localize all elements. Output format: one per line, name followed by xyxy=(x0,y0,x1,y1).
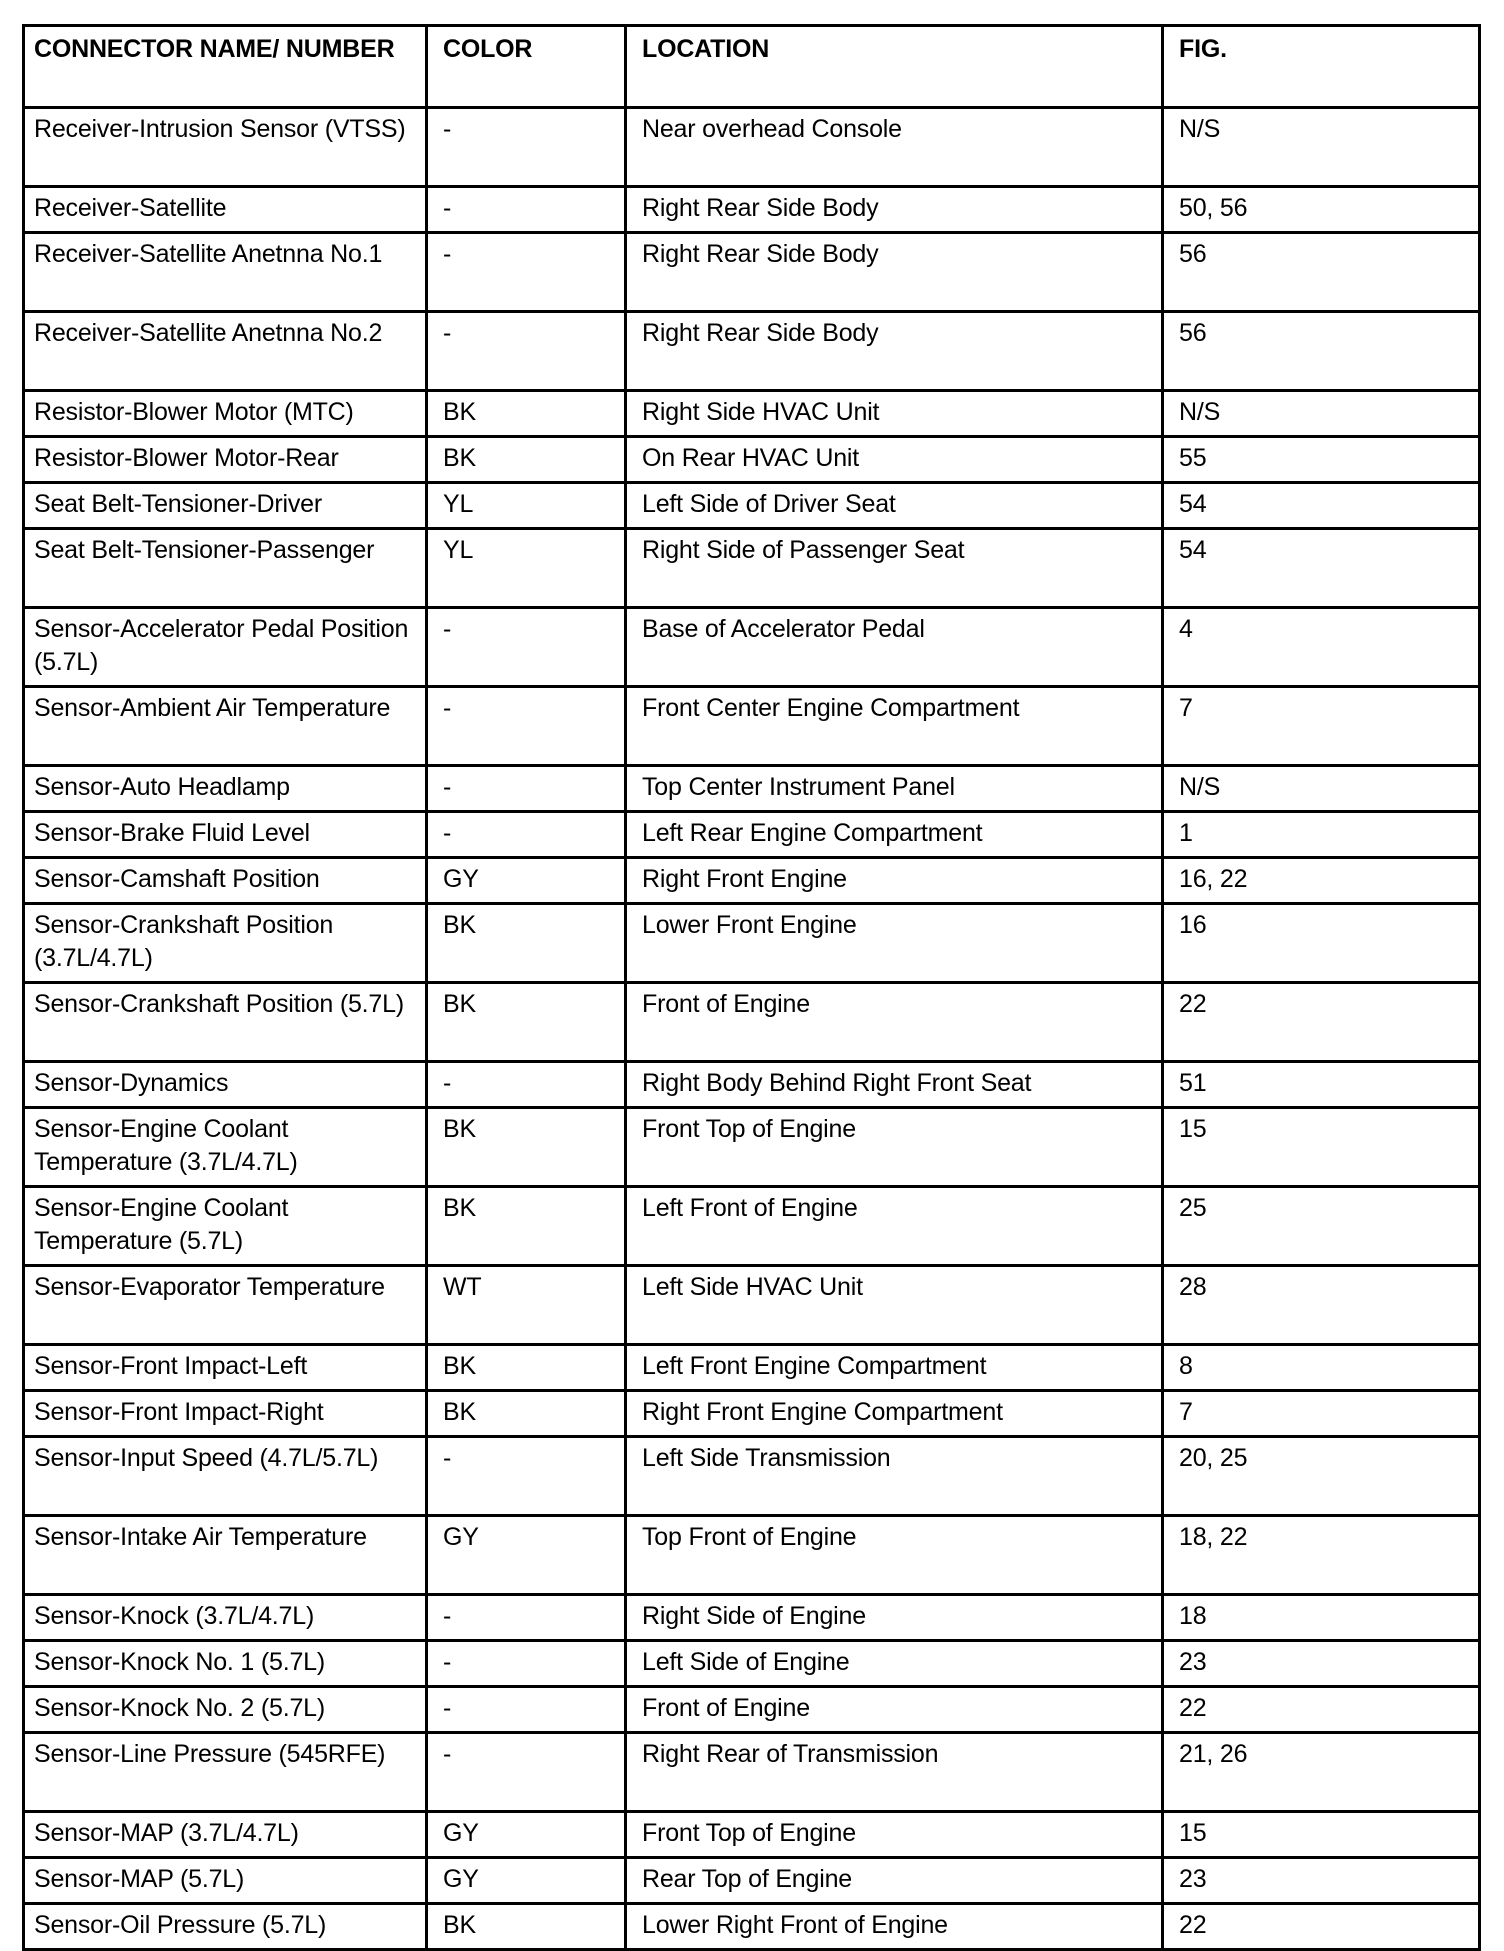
cell-color: BK xyxy=(427,904,626,983)
cell-location: Front Top of Engine xyxy=(626,1812,1163,1858)
cell-connector-name: Sensor-Evaporator Temperature xyxy=(24,1266,427,1345)
cell-fig: 28 xyxy=(1163,1266,1480,1345)
cell-location: On Rear HVAC Unit xyxy=(626,437,1163,483)
cell-color: - xyxy=(427,233,626,312)
table-header-row xyxy=(24,26,1480,108)
cell-connector-name: Sensor-Knock No. 1 (5.7L) xyxy=(24,1641,427,1687)
cell-color: GY xyxy=(427,1516,626,1595)
cell-fig: 7 xyxy=(1163,687,1480,766)
cell-fig: 25 xyxy=(1163,1187,1480,1266)
table-row xyxy=(24,1266,1480,1345)
cell-connector-name: Sensor-Line Pressure (545RFE) xyxy=(24,1733,427,1812)
cell-location: Rear Top of Engine xyxy=(626,1858,1163,1904)
cell-location: Left Side of Driver Seat xyxy=(626,483,1163,529)
cell-fig: 23 xyxy=(1163,1641,1480,1687)
cell-color: - xyxy=(427,1062,626,1108)
cell-fig: 22 xyxy=(1163,983,1480,1062)
cell-fig: 55 xyxy=(1163,437,1480,483)
cell-fig: 16 xyxy=(1163,904,1480,983)
cell-color: - xyxy=(427,1641,626,1687)
cell-fig: 22 xyxy=(1163,1904,1480,1950)
cell-connector-name: Sensor-Brake Fluid Level xyxy=(24,812,427,858)
cell-connector-name: Sensor-Front Impact-Left xyxy=(24,1345,427,1391)
cell-location: Right Rear of Transmission xyxy=(626,1733,1163,1812)
cell-location: Right Rear Side Body xyxy=(626,187,1163,233)
table-row xyxy=(24,187,1480,233)
cell-fig: 50, 56 xyxy=(1163,187,1480,233)
table-row xyxy=(24,391,1480,437)
cell-color: - xyxy=(427,766,626,812)
table-row xyxy=(24,766,1480,812)
cell-color: BK xyxy=(427,983,626,1062)
header-color: COLOR xyxy=(427,26,626,108)
cell-connector-name: Resistor-Blower Motor-Rear xyxy=(24,437,427,483)
cell-location: Right Rear Side Body xyxy=(626,233,1163,312)
cell-location: Left Front of Engine xyxy=(626,1187,1163,1266)
cell-color: GY xyxy=(427,1858,626,1904)
table-row xyxy=(24,812,1480,858)
cell-connector-name: Sensor-Engine Coolant Temperature (3.7L/4.7L) xyxy=(24,1108,427,1187)
cell-fig: 15 xyxy=(1163,1812,1480,1858)
table-row xyxy=(24,1516,1480,1595)
cell-color: - xyxy=(427,608,626,687)
cell-fig: 20, 25 xyxy=(1163,1437,1480,1516)
cell-fig: 7 xyxy=(1163,1391,1480,1437)
cell-fig: 18 xyxy=(1163,1595,1480,1641)
table-row xyxy=(24,1345,1480,1391)
cell-color: GY xyxy=(427,858,626,904)
cell-fig: 21, 26 xyxy=(1163,1733,1480,1812)
cell-location: Left Side HVAC Unit xyxy=(626,1266,1163,1345)
cell-color: - xyxy=(427,687,626,766)
table-row xyxy=(24,1437,1480,1516)
cell-fig: 22 xyxy=(1163,1687,1480,1733)
cell-fig: N/S xyxy=(1163,766,1480,812)
cell-location: Near overhead Console xyxy=(626,108,1163,187)
cell-location: Front of Engine xyxy=(626,983,1163,1062)
cell-connector-name: Sensor-Oil Pressure (5.7L) xyxy=(24,1904,427,1950)
table-row xyxy=(24,687,1480,766)
cell-connector-name: Receiver-Satellite Anetnna No.1 xyxy=(24,233,427,312)
cell-connector-name: Sensor-Crankshaft Position (5.7L) xyxy=(24,983,427,1062)
table-row xyxy=(24,529,1480,608)
cell-fig: 51 xyxy=(1163,1062,1480,1108)
cell-location: Right Front Engine Compartment xyxy=(626,1391,1163,1437)
cell-color: BK xyxy=(427,1187,626,1266)
cell-location: Right Front Engine xyxy=(626,858,1163,904)
cell-fig: 4 xyxy=(1163,608,1480,687)
cell-fig: 15 xyxy=(1163,1108,1480,1187)
cell-location: Right Side of Passenger Seat xyxy=(626,529,1163,608)
header-location: LOCATION xyxy=(626,26,1163,108)
cell-fig: N/S xyxy=(1163,391,1480,437)
cell-fig: N/S xyxy=(1163,108,1480,187)
table-row xyxy=(24,1687,1480,1733)
cell-color: - xyxy=(427,108,626,187)
table-row xyxy=(24,904,1480,983)
header-connector-name: CONNECTOR NAME/ NUMBER xyxy=(24,26,427,108)
cell-location: Right Side of Engine xyxy=(626,1595,1163,1641)
cell-location: Base of Accelerator Pedal xyxy=(626,608,1163,687)
cell-connector-name: Sensor-Auto Headlamp xyxy=(24,766,427,812)
cell-connector-name: Seat Belt-Tensioner-Passenger xyxy=(24,529,427,608)
cell-color: - xyxy=(427,1733,626,1812)
cell-fig: 16, 22 xyxy=(1163,858,1480,904)
cell-connector-name: Sensor-Knock (3.7L/4.7L) xyxy=(24,1595,427,1641)
cell-color: GY xyxy=(427,1812,626,1858)
cell-location: Left Front Engine Compartment xyxy=(626,1345,1163,1391)
table-row xyxy=(24,608,1480,687)
cell-fig: 56 xyxy=(1163,233,1480,312)
cell-connector-name: Receiver-Satellite Anetnna No.2 xyxy=(24,312,427,391)
table-row xyxy=(24,1733,1480,1812)
table-row xyxy=(24,1641,1480,1687)
cell-location: Left Rear Engine Compartment xyxy=(626,812,1163,858)
table-row xyxy=(24,233,1480,312)
cell-connector-name: Sensor-Knock No. 2 (5.7L) xyxy=(24,1687,427,1733)
cell-connector-name: Sensor-Camshaft Position xyxy=(24,858,427,904)
cell-location: Lower Right Front of Engine xyxy=(626,1904,1163,1950)
cell-connector-name: Sensor-MAP (3.7L/4.7L) xyxy=(24,1812,427,1858)
cell-color: - xyxy=(427,1595,626,1641)
cell-location: Right Side HVAC Unit xyxy=(626,391,1163,437)
cell-fig: 54 xyxy=(1163,529,1480,608)
table-row xyxy=(24,1187,1480,1266)
table-row xyxy=(24,983,1480,1062)
cell-connector-name: Receiver-Intrusion Sensor (VTSS) xyxy=(24,108,427,187)
cell-connector-name: Sensor-Front Impact-Right xyxy=(24,1391,427,1437)
cell-location: Left Side of Engine xyxy=(626,1641,1163,1687)
table-row xyxy=(24,1108,1480,1187)
table-row xyxy=(24,483,1480,529)
cell-color: - xyxy=(427,1437,626,1516)
table-row xyxy=(24,1858,1480,1904)
cell-location: Top Center Instrument Panel xyxy=(626,766,1163,812)
cell-fig: 23 xyxy=(1163,1858,1480,1904)
table-row xyxy=(24,437,1480,483)
cell-location: Front Top of Engine xyxy=(626,1108,1163,1187)
cell-color: BK xyxy=(427,437,626,483)
cell-connector-name: Sensor-Intake Air Temperature xyxy=(24,1516,427,1595)
cell-connector-name: Resistor-Blower Motor (MTC) xyxy=(24,391,427,437)
cell-connector-name: Seat Belt-Tensioner-Driver xyxy=(24,483,427,529)
cell-location: Right Body Behind Right Front Seat xyxy=(626,1062,1163,1108)
cell-fig: 54 xyxy=(1163,483,1480,529)
cell-connector-name: Sensor-MAP (5.7L) xyxy=(24,1858,427,1904)
cell-location: Front Center Engine Compartment xyxy=(626,687,1163,766)
cell-color: YL xyxy=(427,529,626,608)
cell-location: Lower Front Engine xyxy=(626,904,1163,983)
cell-fig: 56 xyxy=(1163,312,1480,391)
cell-location: Left Side Transmission xyxy=(626,1437,1163,1516)
cell-connector-name: Sensor-Accelerator Pedal Position (5.7L) xyxy=(24,608,427,687)
cell-connector-name: Sensor-Crankshaft Position (3.7L/4.7L) xyxy=(24,904,427,983)
cell-color: BK xyxy=(427,1108,626,1187)
table-row xyxy=(24,1062,1480,1108)
cell-connector-name: Receiver-Satellite xyxy=(24,187,427,233)
table-row xyxy=(24,1904,1480,1950)
cell-color: - xyxy=(427,187,626,233)
cell-connector-name: Sensor-Ambient Air Temperature xyxy=(24,687,427,766)
cell-connector-name: Sensor-Engine Coolant Temperature (5.7L) xyxy=(24,1187,427,1266)
table-row xyxy=(24,108,1480,187)
cell-location: Front of Engine xyxy=(626,1687,1163,1733)
cell-location: Top Front of Engine xyxy=(626,1516,1163,1595)
cell-color: YL xyxy=(427,483,626,529)
cell-color: - xyxy=(427,1687,626,1733)
connector-table xyxy=(22,24,1481,1951)
cell-color: BK xyxy=(427,1345,626,1391)
table-row xyxy=(24,1391,1480,1437)
header-fig: FIG. xyxy=(1163,26,1480,108)
cell-color: - xyxy=(427,312,626,391)
table-row xyxy=(24,858,1480,904)
table-row xyxy=(24,1595,1480,1641)
cell-connector-name: Sensor-Input Speed (4.7L/5.7L) xyxy=(24,1437,427,1516)
cell-color: BK xyxy=(427,391,626,437)
cell-fig: 8 xyxy=(1163,1345,1480,1391)
cell-color: WT xyxy=(427,1266,626,1345)
cell-color: BK xyxy=(427,1391,626,1437)
cell-color: - xyxy=(427,812,626,858)
table-row xyxy=(24,1812,1480,1858)
cell-fig: 1 xyxy=(1163,812,1480,858)
table-row xyxy=(24,312,1480,391)
cell-connector-name: Sensor-Dynamics xyxy=(24,1062,427,1108)
cell-fig: 18, 22 xyxy=(1163,1516,1480,1595)
cell-color: BK xyxy=(427,1904,626,1950)
cell-location: Right Rear Side Body xyxy=(626,312,1163,391)
